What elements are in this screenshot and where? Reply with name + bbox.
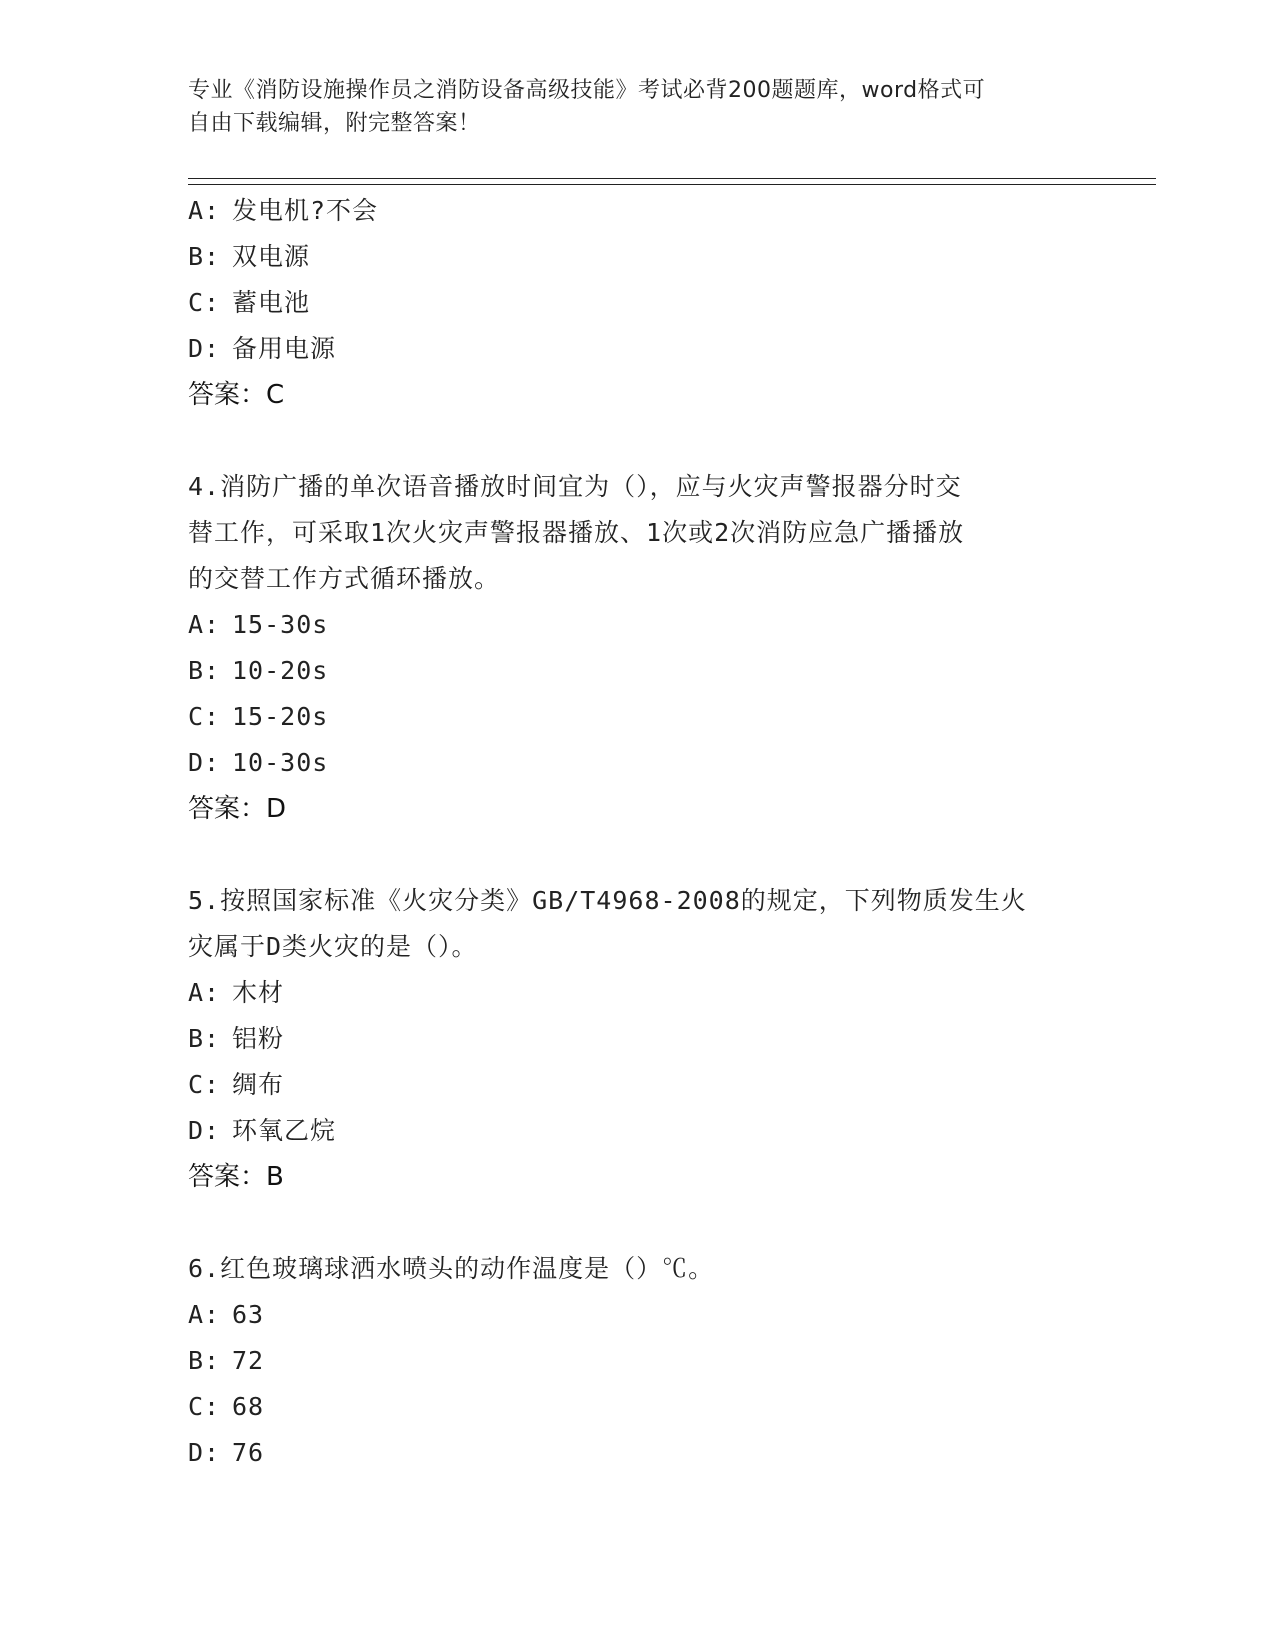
answer-line: 答案：C	[188, 380, 285, 410]
question-stem-line: 的交替工作方式循环播放。	[188, 564, 501, 593]
question-stem-line: 5.按照国家标准《火灾分类》GB/T4968-2008的规定，下列物质发生火	[188, 886, 1027, 915]
option-c: C: 68	[188, 1392, 265, 1421]
option-b: B: 双电源	[188, 242, 311, 271]
option-a: A: 15-30s	[188, 610, 329, 639]
answer-line: 答案：B	[188, 1162, 284, 1192]
option-a: A: 发电机?不会	[188, 196, 379, 225]
question-5	[188, 878, 1088, 1200]
header-line-1: 专业《消防设施操作员之消防设备高级技能》考试必背200题题库，word格式可	[188, 78, 986, 103]
question-stem-line: 灾属于D类火灾的是（）。	[188, 932, 478, 961]
option-d: D: 76	[188, 1438, 265, 1467]
question-stem-line: 4.消防广播的单次语音播放时间宜为（），应与火灾声警报器分时交	[188, 472, 962, 501]
question-3	[188, 188, 1088, 418]
question-stem-line: 6.红色玻璃球洒水喷头的动作温度是（）℃。	[188, 1254, 715, 1283]
option-b: B: 72	[188, 1346, 265, 1375]
option-d: D: 10-30s	[188, 748, 329, 777]
question-6	[188, 1246, 1088, 1476]
document-header	[188, 74, 1068, 140]
option-b: B: 铝粉	[188, 1024, 285, 1053]
option-c: C: 绸布	[188, 1070, 285, 1099]
question-stem-line: 替工作，可采取1次火灾声警报器播放、1次或2次消防应急广播播放	[188, 518, 965, 547]
option-a: A: 木材	[188, 978, 285, 1007]
option-d: D: 备用电源	[188, 334, 337, 363]
header-line-2: 自由下载编辑，附完整答案！	[188, 111, 481, 136]
option-c: C: 蓄电池	[188, 288, 311, 317]
option-a: A: 63	[188, 1300, 265, 1329]
header-rule-top	[188, 178, 1156, 179]
option-c: C: 15-20s	[188, 702, 329, 731]
answer-line: 答案：D	[188, 794, 287, 824]
header-rule-bottom	[188, 184, 1156, 185]
question-list	[188, 188, 1088, 1476]
option-b: B: 10-20s	[188, 656, 329, 685]
option-d: D: 环氧乙烷	[188, 1116, 337, 1145]
question-4	[188, 464, 1088, 832]
